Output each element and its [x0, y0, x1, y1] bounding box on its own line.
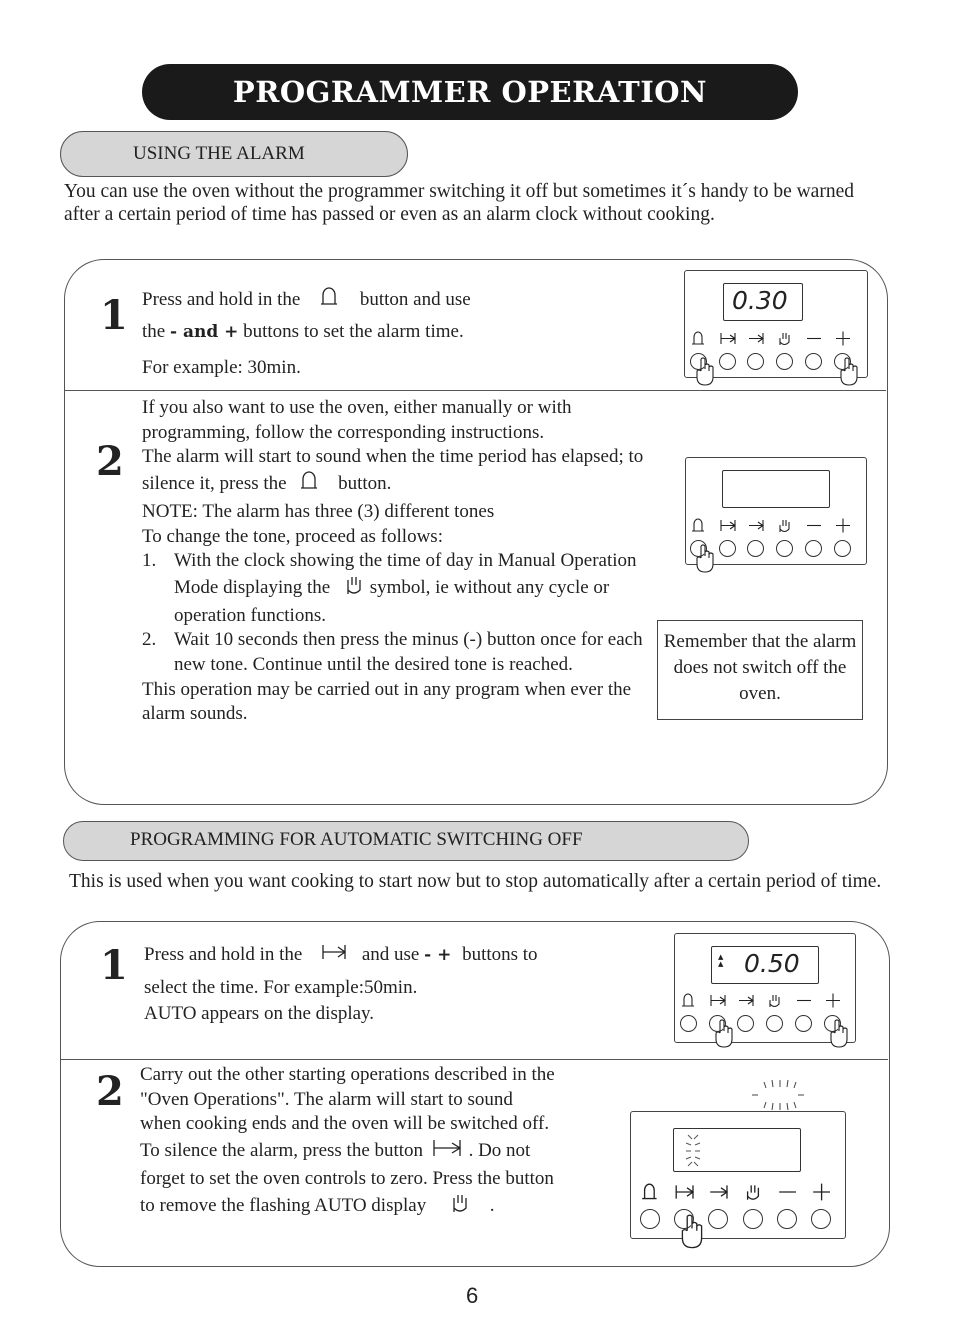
minus-icon	[806, 518, 822, 533]
finger-press-icon	[714, 1019, 734, 1049]
lcd-display	[673, 1128, 801, 1172]
hand-icon	[343, 574, 365, 604]
display-value: 0.30	[732, 286, 788, 315]
minus-button[interactable]	[795, 1015, 812, 1032]
finger-press-icon	[680, 1214, 704, 1250]
auto-indicator-icon: ▲ ▲	[718, 953, 724, 968]
hand-button[interactable]	[776, 353, 793, 370]
step-number: 2	[96, 438, 124, 485]
section-intro-auto-off: This is used when you want cooking to start now but to stop automatically after a certain period of time.	[69, 871, 882, 892]
duration-icon	[720, 331, 736, 346]
bell-icon	[691, 518, 707, 533]
bell-icon	[319, 286, 339, 316]
plus-button[interactable]	[834, 540, 851, 557]
plus-icon	[812, 1183, 831, 1201]
flash-indicator-icon	[750, 1078, 806, 1112]
step-text: Carry out the other starting operations described in the "Oven Operations". The alarm will start to sound when cooking ends and the oven will be switched off. To silence the alarm, press the button . Do not forget to set the oven controls to zero. Press the button to remove the flashing AUTO display .	[140, 1063, 556, 1221]
page-number: 6	[466, 1283, 479, 1308]
finger-press-icon	[829, 1019, 849, 1049]
minus-icon	[796, 993, 812, 1008]
list-item: 1. With the clock showing the time of day in Manual Operation Mode displaying the symbol, ie without any cycle or operation functions.	[142, 550, 637, 626]
end-time-icon	[709, 1183, 728, 1201]
end-time-icon	[738, 993, 754, 1008]
step-number: 1	[100, 292, 128, 339]
finger-press-icon	[695, 357, 715, 387]
step-number: 2	[96, 1068, 124, 1115]
hand-button[interactable]	[743, 1209, 763, 1229]
step-divider	[61, 1059, 888, 1060]
duration-button[interactable]	[719, 540, 736, 557]
bell-icon	[641, 1183, 660, 1201]
list-item: 2. Wait 10 seconds then press the minus (-) button once for each new tone. Continue until the desired tone is reached.	[142, 629, 643, 676]
lcd-display	[722, 470, 830, 508]
section-heading-auto-off: PROGRAMMING FOR AUTOMATIC SWITCHING OFF	[63, 821, 749, 861]
lcd-display	[723, 283, 803, 321]
finger-press-icon	[695, 544, 715, 574]
minus-icon	[778, 1183, 797, 1201]
bell-button[interactable]	[680, 1015, 697, 1032]
hand-icon	[449, 1192, 471, 1222]
plus-icon	[835, 518, 851, 533]
duration-icon	[432, 1137, 462, 1167]
bell-icon	[299, 470, 319, 500]
lcd-display	[711, 946, 819, 984]
section-heading-alarm: USING THE ALARM	[60, 131, 408, 177]
hand-icon	[767, 993, 783, 1008]
section-intro-alarm: You can use the oven without the programmer switching it off but sometimes it´s handy to be warned after a certain period of time has passed or even as an alarm clock without cooking.	[64, 181, 854, 225]
note-box: Remember that the alarm does not switch off the oven.	[657, 620, 863, 720]
minus-button[interactable]	[805, 540, 822, 557]
plus-icon	[835, 331, 851, 346]
step-text: If you also want to use the oven, either manually or with programming, follow the corresponding instructions. The alarm will start to sound when the time period has elapsed; to silence it, press the button. NOTE: The alarm has three (3) different tones To change the tone, proceed as follows: 1. With the clock showing the time of day in Manual Operation Mode displaying the symbol, ie without any cycle or operation functions. 2. Wait 10 seconds then press the minus (-) button once for each new tone. Continue until the desired tone is reached. This operation may be carried out in any program when ever the alarm sounds.	[142, 396, 646, 727]
end-time-icon	[748, 518, 764, 533]
duration-icon	[321, 942, 347, 970]
step-divider	[65, 390, 886, 391]
minus-button[interactable]	[805, 353, 822, 370]
hand-icon	[744, 1183, 763, 1201]
duration-icon	[710, 993, 726, 1008]
flashing-auto-icon	[680, 1131, 706, 1169]
hand-button[interactable]	[776, 540, 793, 557]
bell-icon	[681, 993, 697, 1008]
display-value: 0.50	[744, 949, 800, 978]
hand-icon	[777, 331, 793, 346]
step-text: Press and hold in the button and use the - and + buttons to set the alarm time. For example: 30min.	[142, 286, 642, 381]
bell-icon	[691, 331, 707, 346]
duration-icon	[675, 1183, 694, 1201]
minus-icon	[806, 331, 822, 346]
hand-button[interactable]	[766, 1015, 783, 1032]
duration-button[interactable]	[719, 353, 736, 370]
finger-press-icon	[839, 357, 859, 387]
hand-icon	[777, 518, 793, 533]
duration-icon	[720, 518, 736, 533]
step-number: 1	[100, 942, 128, 989]
end-time-icon	[748, 331, 764, 346]
page-title: PROGRAMMER OPERATION	[142, 64, 798, 120]
step-text: Press and hold in the and use - + buttons to select the time. For example:50min. AUTO appears on the display.	[144, 942, 654, 1027]
plus-icon	[825, 993, 841, 1008]
